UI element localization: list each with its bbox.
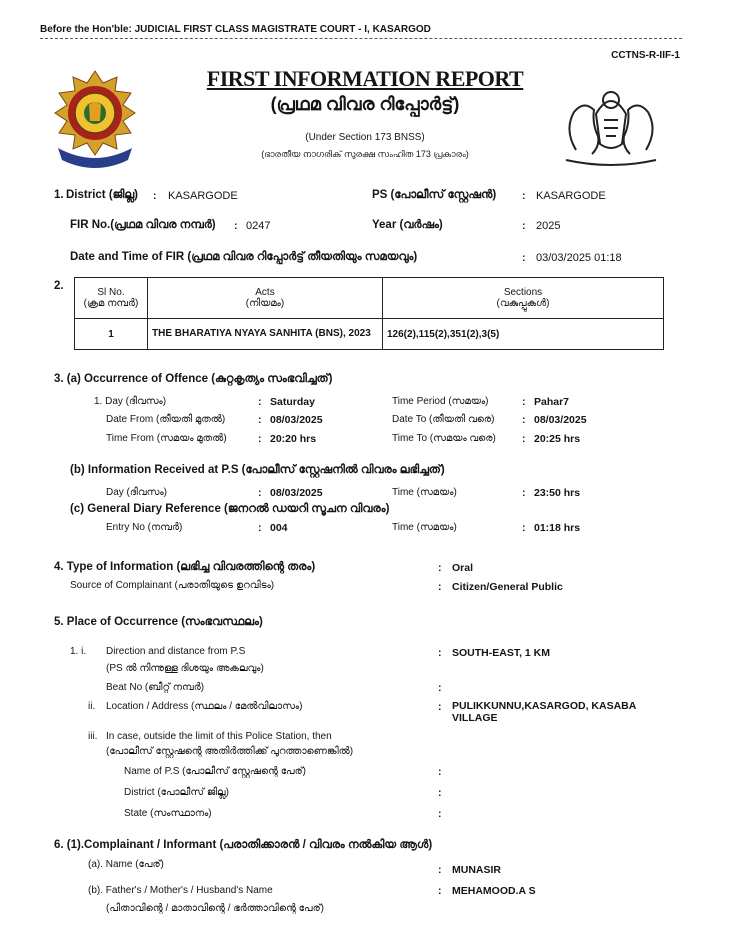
col-sections [383,278,664,319]
day-label: 1. Day (ദിവസം) [94,396,167,407]
time-period-value: Pahar7 [534,396,570,408]
section1-number: 1. [54,189,64,201]
colon: : [258,433,262,445]
day-value: Saturday [270,396,315,408]
row-sections: 126(2),115(2),351(2),3(5) [383,319,664,350]
time-from-value: 20:20 hrs [270,433,317,445]
section3a-heading: 3. (a) Occurrence of Offence (കുറ്റകൃത്യം സംഭവിച്ചത്) [54,373,333,385]
info-day-label: Day (ദിവസം) [106,487,167,498]
source-value: Citizen/General Public [452,581,563,593]
complainant-name-value: MUNASIR [452,864,501,876]
section2-number: 2. [54,280,64,292]
colon: : [522,396,526,408]
colon: : [522,414,526,426]
under-section-ml: (ഭാരതീയ നാഗരിക് സുരക്ഷ സംഹിത 173 പ്രകാരം) [261,149,469,159]
ps-label: PS (പോലീസ് സ്റ്റേഷൻ) [372,189,497,201]
court-divider [40,38,682,39]
district-label: District (ജില്ല) [66,189,139,201]
colon: : [438,808,442,820]
colon: : [258,396,262,408]
ps-value: KASARGODE [536,190,606,202]
colon: : [522,522,526,534]
col-sl [75,278,148,319]
col-acts-label-ml: (നിയമം) [245,298,285,309]
fir-label: FIR No.(പ്രഥമ വിവര നമ്പർ) [70,219,216,231]
time-from-label: Time From (സമയം മുതൽ) [106,433,227,444]
section4-heading: 4. Type of Information (ലഭിച്ച വിവരത്തിന്റെ തരം) [54,561,316,573]
fir-datetime-value: 03/03/2025 01:18 [536,252,622,264]
year-label: Year (വർഷം) [372,219,443,231]
colon: : [438,864,442,876]
outside-district-label: District (പോലീസ് ജില്ല) [124,787,229,798]
fir-value: 0247 [246,220,271,232]
colon: : [438,701,442,713]
date-to-label: Date To (തീയതി വരെ) [392,414,495,425]
colon: : [438,562,442,574]
item-iii-number: iii. [88,731,98,742]
colon: : [522,433,526,445]
colon: : [438,581,442,593]
row-acts: THE BHARATIYA NYAYA SANHITA (BNS), 2023 [148,319,383,350]
form-code: CCTNS-R-IIF-1 [611,50,680,61]
item-ii-number: ii. [88,701,96,712]
info-time-value: 23:50 hrs [534,487,581,499]
district-value: KASARGODE [168,190,238,202]
colon: : [153,190,157,202]
info-day-value: 08/03/2025 [270,487,323,499]
document-title-ml: (പ്രഥമ വിവര റിപ്പോർട്ട്) [270,94,460,114]
col-sl-label-ml: (ക്രമ നമ്പർ) [83,298,139,309]
row-sl: 1 [75,319,148,350]
entry-no-value: 004 [270,522,288,534]
colon: : [522,220,526,232]
fir-datetime-label: Date and Time of FIR (പ്രഥമ വിവര റിപ്പോർട്ട് തീയതിയും സമയവും) [70,251,418,263]
father-name-label-ml: (പിതാവിന്റെ / മാതാവിന്റെ / ഭർത്താവിന്റെ പേര്) [106,903,324,914]
date-from-value: 08/03/2025 [270,414,323,426]
beat-no-label: Beat No (ബീറ്റ് നമ്പർ) [106,682,205,693]
section5-heading: 5. Place of Occurrence (സംഭവസ്ഥലം) [54,616,263,628]
gd-time-value: 01:18 hrs [534,522,581,534]
colon: : [258,414,262,426]
colon: : [438,885,442,897]
time-period-label: Time Period (സമയം) [392,396,489,407]
colon: : [258,487,262,499]
direction-label: Direction and distance from P.S [106,646,246,657]
colon: : [522,252,526,264]
section3c-heading: (c) General Diary Reference (ജനറൽ ഡയറി സൂചന വിവരം) [70,503,390,515]
col-sections-label: Sections [503,287,543,298]
entry-no-label: Entry No (നമ്പർ) [106,522,183,533]
colon: : [522,487,526,499]
table-row [75,319,664,350]
time-to-value: 20:25 hrs [534,433,581,445]
direction-label-ml: (PS ൽ നിന്നുള്ള ദിശയും അകലവും) [106,663,264,674]
colon: : [438,766,442,778]
source-label: Source of Complainant (പരാതിയുടെ ഉറവിടം) [70,580,275,591]
item-i-number: 1. i. [70,646,87,657]
outside-limit-label-ml: (പോലീസ് സ്റ്റേഷന്റെ അതിർത്തിക്ക് പുറത്താണെങ്കിൽ) [106,746,354,757]
location-value: PULIKKUNNU,KASARGOD, KASABA VILLAGE [452,700,636,724]
document-title: FIRST INFORMATION REPORT [206,66,524,91]
direction-value: SOUTH-EAST, 1 KM [452,647,551,659]
col-sl-label: Sl No. [97,287,125,298]
time-to-label: Time To (സമയം വരെ) [392,433,496,444]
court-name: Before the Hon'ble: JUDICIAL FIRST CLASS MAGISTRATE COURT - I, KASARGOD [40,24,431,35]
colon: : [438,647,442,659]
under-section: (Under Section 173 BNSS) [305,132,425,143]
colon: : [258,522,262,534]
acts-table [74,277,664,350]
gd-time-label: Time (സമയം) [392,522,457,533]
section6-heading: 6. (1).Complainant / Informant (പരാതിക്കാരൻ / വിവരം നൽകിയ ആൾ) [54,839,433,851]
col-acts [148,278,383,319]
colon: : [522,190,526,202]
colon: : [438,682,442,694]
section3b-heading: (b) Information Received at P.S (പോലീസ് സ്റ്റേഷനിൽ വിവരം ലഭിച്ചത്) [70,464,445,476]
year-value: 2025 [536,220,561,232]
acts-table-header [75,278,664,319]
location-label: Location / Address (സ്ഥലം / മേൽവിലാസം) [106,701,303,712]
col-acts-label: Acts [255,287,275,298]
info-type-value: Oral [452,562,474,574]
colon: : [234,220,238,232]
father-name-label: (b). Father's / Mother's / Husband's Name [88,885,273,896]
col-sections-label-ml: (വകുപ്പുകൾ) [496,298,550,309]
father-name-value: MEHAMOOD.A S [452,885,536,897]
complainant-name-label: (a). Name (പേര്) [88,859,164,870]
colon: : [438,787,442,799]
outside-state-label: State (സംസ്ഥാനം) [124,808,212,819]
outside-limit-label: In case, outside the limit of this Police Station, then [106,731,332,742]
date-to-value: 08/03/2025 [534,414,587,426]
outside-ps-name-label: Name of P.S (പോലീസ് സ്റ്റേഷന്റെ പേര്) [124,766,306,777]
info-time-label: Time (സമയം) [392,487,457,498]
date-from-label: Date From (തീയതി മുതൽ) [106,414,226,425]
